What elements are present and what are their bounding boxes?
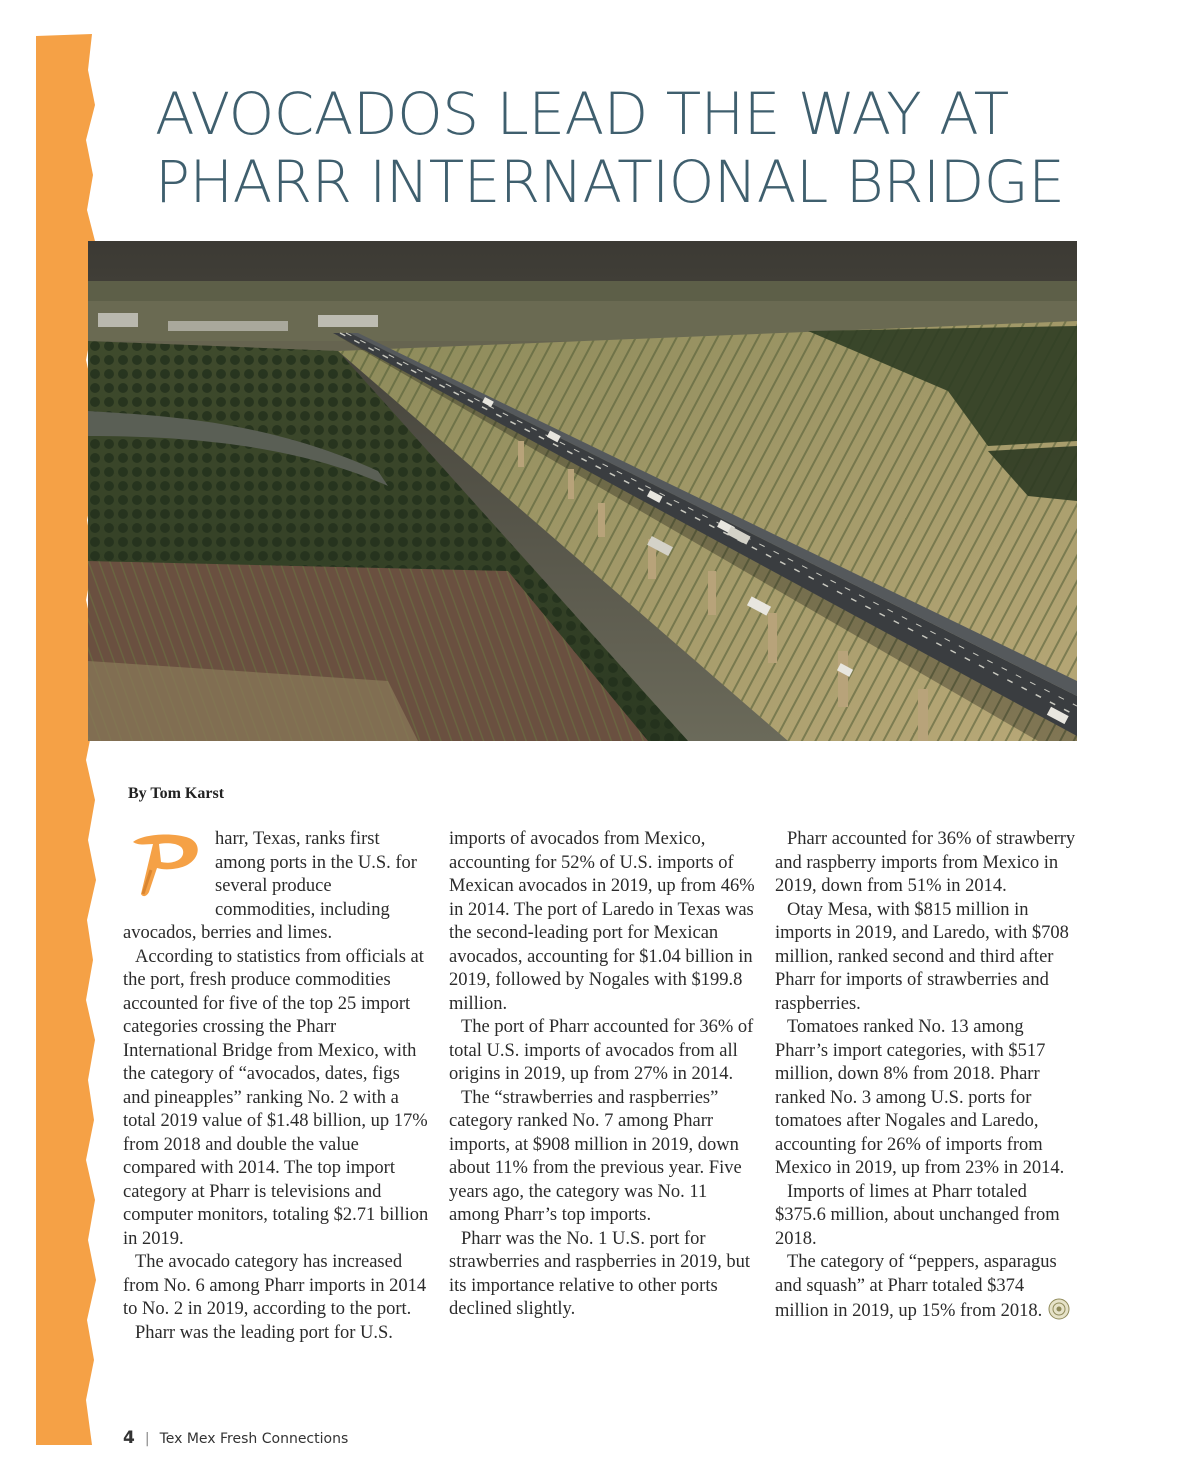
article-paragraph: Pharr was the No. 1 U.S. port for strawberries and raspberries in 2019, but its importance relative to other ports declined slightly. — [449, 1228, 751, 1319]
article-column-2 — [449, 828, 755, 1322]
article-last-paragraph-text: The category of “peppers, asparagus and squash” at Pharr totaled $374 million in 2019, up 15% from 2018. — [775, 1252, 1057, 1321]
publication-name: Tex Mex Fresh Connections — [159, 1431, 349, 1447]
article-paragraph: The port of Pharr accounted for 36% of total U.S. imports of avocados from all origins in 2019, up from 27% in 2014. — [449, 1017, 754, 1084]
article-paragraph: According to statistics from officials at the port, fresh produce commodities accounted for five of the top 25 import categories crossing the Pharr International Bridge from Mexico, with the category of “avocados, dates, figs and pineapples” ranking No. 2 with a total 2019 value of $1.48 billion, up 17% from 2018 and double the value compared with 2014. The top import category at Pharr is televisions and computer monitors, totaling $2.71 billion in 2019. — [123, 946, 429, 1249]
article-paragraph — [775, 1251, 1081, 1324]
page-footer — [123, 1428, 348, 1448]
article-paragraph: Imports of limes at Pharr totaled $375.6 million, about unchanged from 2018. — [775, 1181, 1060, 1249]
end-mark-icon — [1048, 1298, 1070, 1320]
page-number: 4 — [123, 1428, 135, 1448]
article-paragraph: The avocado category has increased from No. 6 among Pharr imports in 2014 to No. 2 in 2019, according to the port. — [123, 1252, 427, 1319]
article-paragraph: Otay Mesa, with $815 million in imports in 2019, and Laredo, with $708 million, ranked second and third after Pharr for imports of strawberries and raspberries. — [775, 899, 1069, 1014]
article-paragraph: The “strawberries and raspberries” category ranked No. 7 among Pharr imports, at $908 million in 2019, down about 11% from the previous year. Five years ago, the category was No. 11 among Pharr’s top imports. — [449, 1087, 742, 1225]
article-column-3 — [775, 828, 1081, 1324]
footer-separator: | — [144, 1431, 150, 1447]
article-paragraph: imports of avocados from Mexico, accounting for 52% of U.S. imports of Mexican avocados in 2019, up from 46% in 2014. The port of Laredo in Texas was the second-leading port for Mexican avocados, accounting for $1.04 billion in 2019, followed by Nogales with $199.8 million. — [449, 829, 755, 1014]
byline: By Tom Karst — [128, 785, 225, 802]
article-column-1 — [123, 828, 429, 1345]
headline-line-1: AVOCADOS LEAD THE WAY AT — [155, 80, 1009, 148]
dropcap-p-icon — [123, 830, 209, 900]
article-paragraph: Pharr accounted for 36% of strawberry and raspberry imports from Mexico in 2019, down from 51% in 2014. — [775, 829, 1076, 896]
torn-paper-accent-strip — [0, 0, 120, 1482]
article-paragraph: Pharr was the leading port for U.S. — [135, 1322, 393, 1343]
article-paragraph: harr, Texas, ranks first among ports in the U.S. for several produce commodities, including avocados, berries and limes. — [123, 829, 417, 943]
article-paragraph: Tomatoes ranked No. 13 among Pharr’s import categories, with $517 million, down 8% from 2018. Pharr ranked No. 3 among U.S. ports for tomatoes after Nogales and Laredo, accounting for 26% of imports from Mexico in 2019, up from 23% in 2014. — [775, 1017, 1065, 1178]
page-title — [155, 80, 1155, 216]
headline-line-2: PHARR INTERNATIONAL BRIDGE — [155, 148, 1065, 216]
aerial-bridge-illustration — [88, 241, 1077, 741]
